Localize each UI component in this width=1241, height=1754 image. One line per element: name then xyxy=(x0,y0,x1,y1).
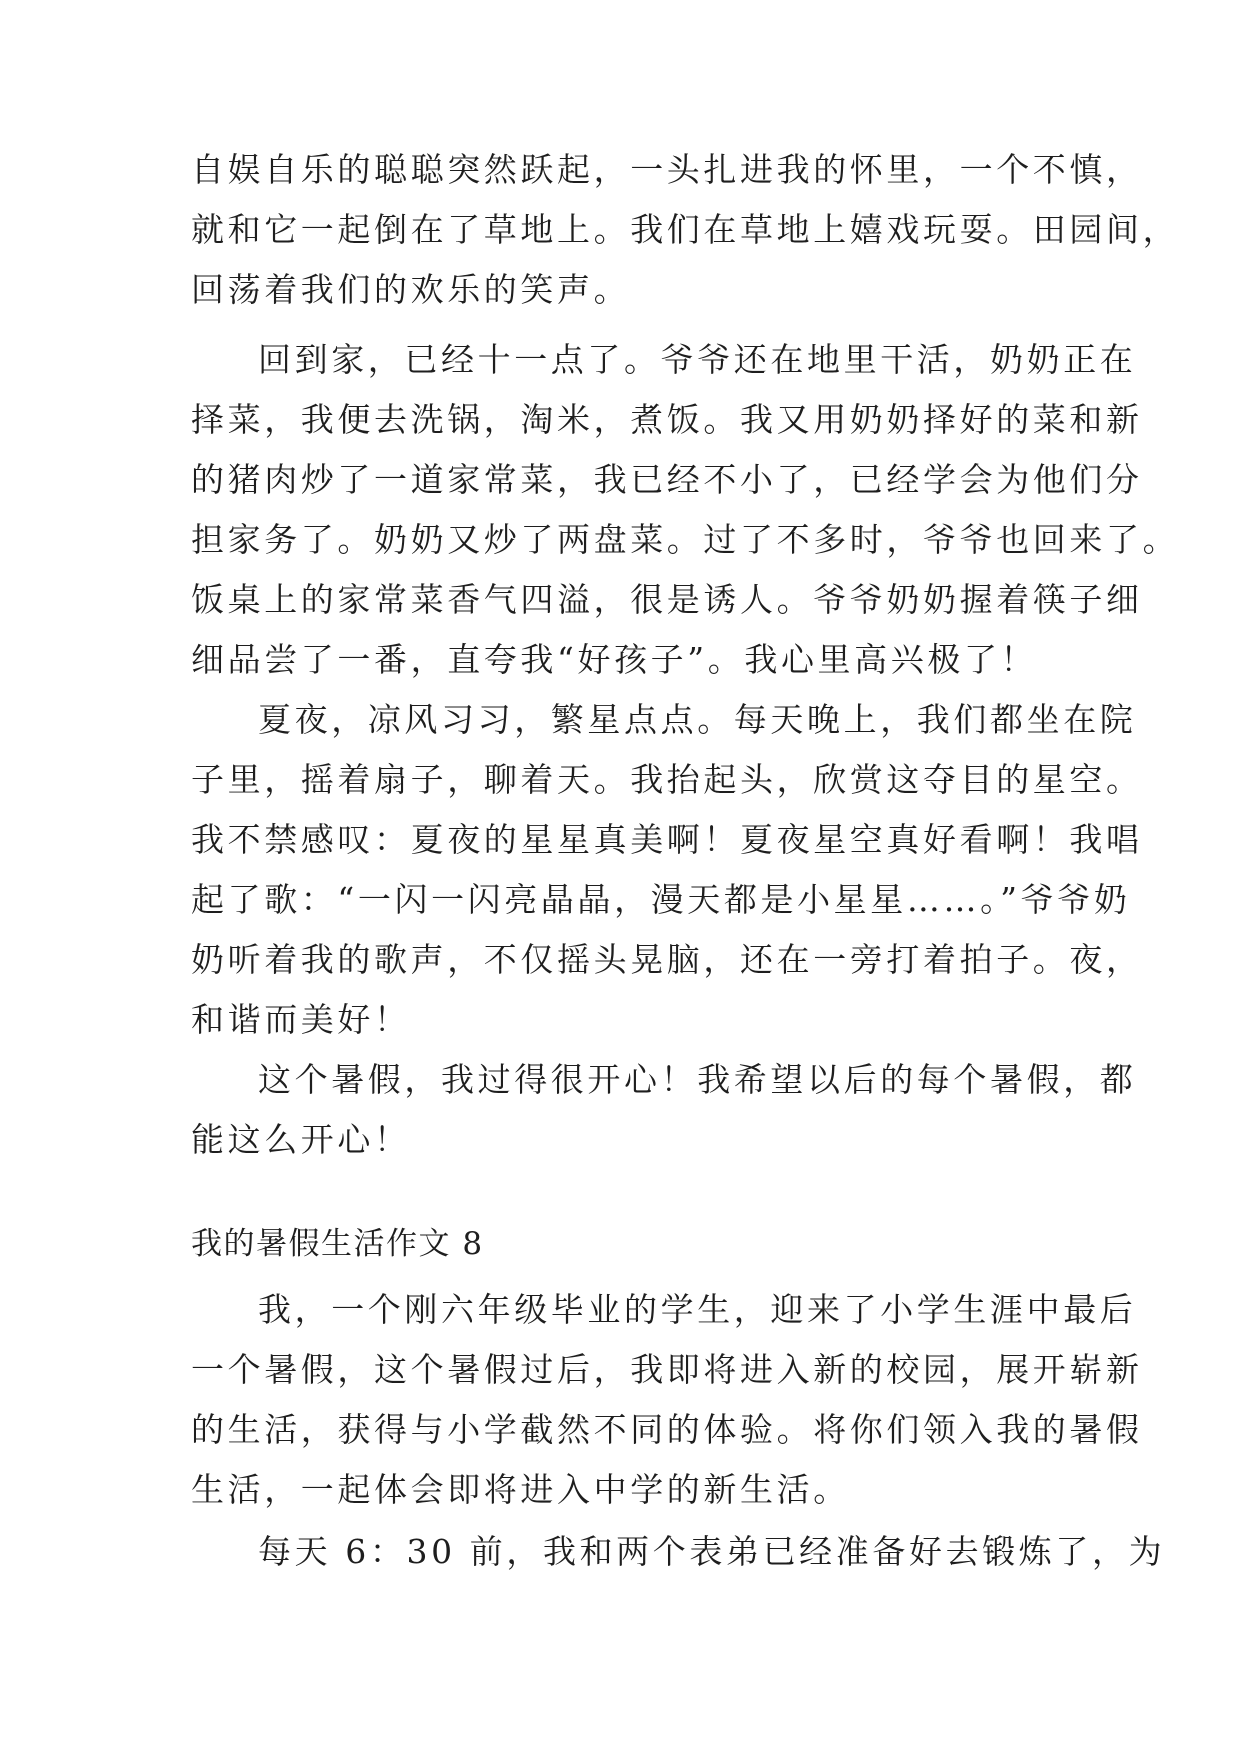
paragraph-line: 饭桌上的家常菜香气四溢，很是诱人。爷爷奶奶握着筷子细 xyxy=(191,580,1143,619)
paragraph-line: 担家务了。奶奶又炒了两盘菜。过了不多时，爷爷也回来了。 xyxy=(191,520,1180,559)
paragraph-line: 和谐而美好！ xyxy=(191,1000,411,1039)
paragraph-line: 一个暑假，这个暑假过后，我即将进入新的校园，展开崭新 xyxy=(191,1350,1143,1389)
paragraph-line: 的猪肉炒了一道家常菜，我已经不小了，已经学会为他们分 xyxy=(191,460,1143,499)
paragraph-line: 我，一个刚六年级毕业的学生，迎来了小学生涯中最后 xyxy=(258,1290,1137,1329)
paragraph-line: 起了歌：“一闪一闪亮晶晶，漫天都是小星星……。”爷爷奶 xyxy=(191,880,1131,919)
paragraph-line: 能这么开心！ xyxy=(191,1120,411,1159)
paragraph-line: 就和它一起倒在了草地上。我们在草地上嬉戏玩耍。田园间， xyxy=(191,210,1180,249)
paragraph-line: 奶听着我的歌声，不仅摇头晃脑，还在一旁打着拍子。夜， xyxy=(191,940,1143,979)
paragraph-line: 细品尝了一番，直夸我“好孩子”。我心里高兴极了！ xyxy=(191,640,1038,679)
paragraph-line: 的生活，获得与小学截然不同的体验。将你们领入我的暑假 xyxy=(191,1410,1143,1449)
paragraph-line: 生活，一起体会即将进入中学的新生活。 xyxy=(191,1470,850,1509)
paragraph-line: 回荡着我们的欢乐的笑声。 xyxy=(191,270,631,309)
section-heading: 我的暑假生活作文 8 xyxy=(191,1226,484,1262)
paragraph-line: 每天 6：30 前，我和两个表弟已经准备好去锻炼了，为 xyxy=(258,1532,1166,1571)
paragraph-line: 我不禁感叹：夏夜的星星真美啊！夏夜星空真好看啊！我唱 xyxy=(191,820,1143,859)
paragraph-line: 回到家，已经十一点了。爷爷还在地里干活，奶奶正在 xyxy=(258,340,1137,379)
paragraph-line: 夏夜，凉风习习，繁星点点。每天晚上，我们都坐在院 xyxy=(258,700,1137,739)
paragraph-line: 这个暑假，我过得很开心！我希望以后的每个暑假，都 xyxy=(258,1060,1137,1099)
paragraph-line: 择菜，我便去洗锅，淘米，煮饭。我又用奶奶择好的菜和新 xyxy=(191,400,1143,439)
paragraph-line: 自娱自乐的聪聪突然跃起，一头扎进我的怀里，一个不慎， xyxy=(191,150,1143,189)
paragraph-line: 子里，摇着扇子，聊着天。我抬起头，欣赏这夺目的星空。 xyxy=(191,760,1143,799)
